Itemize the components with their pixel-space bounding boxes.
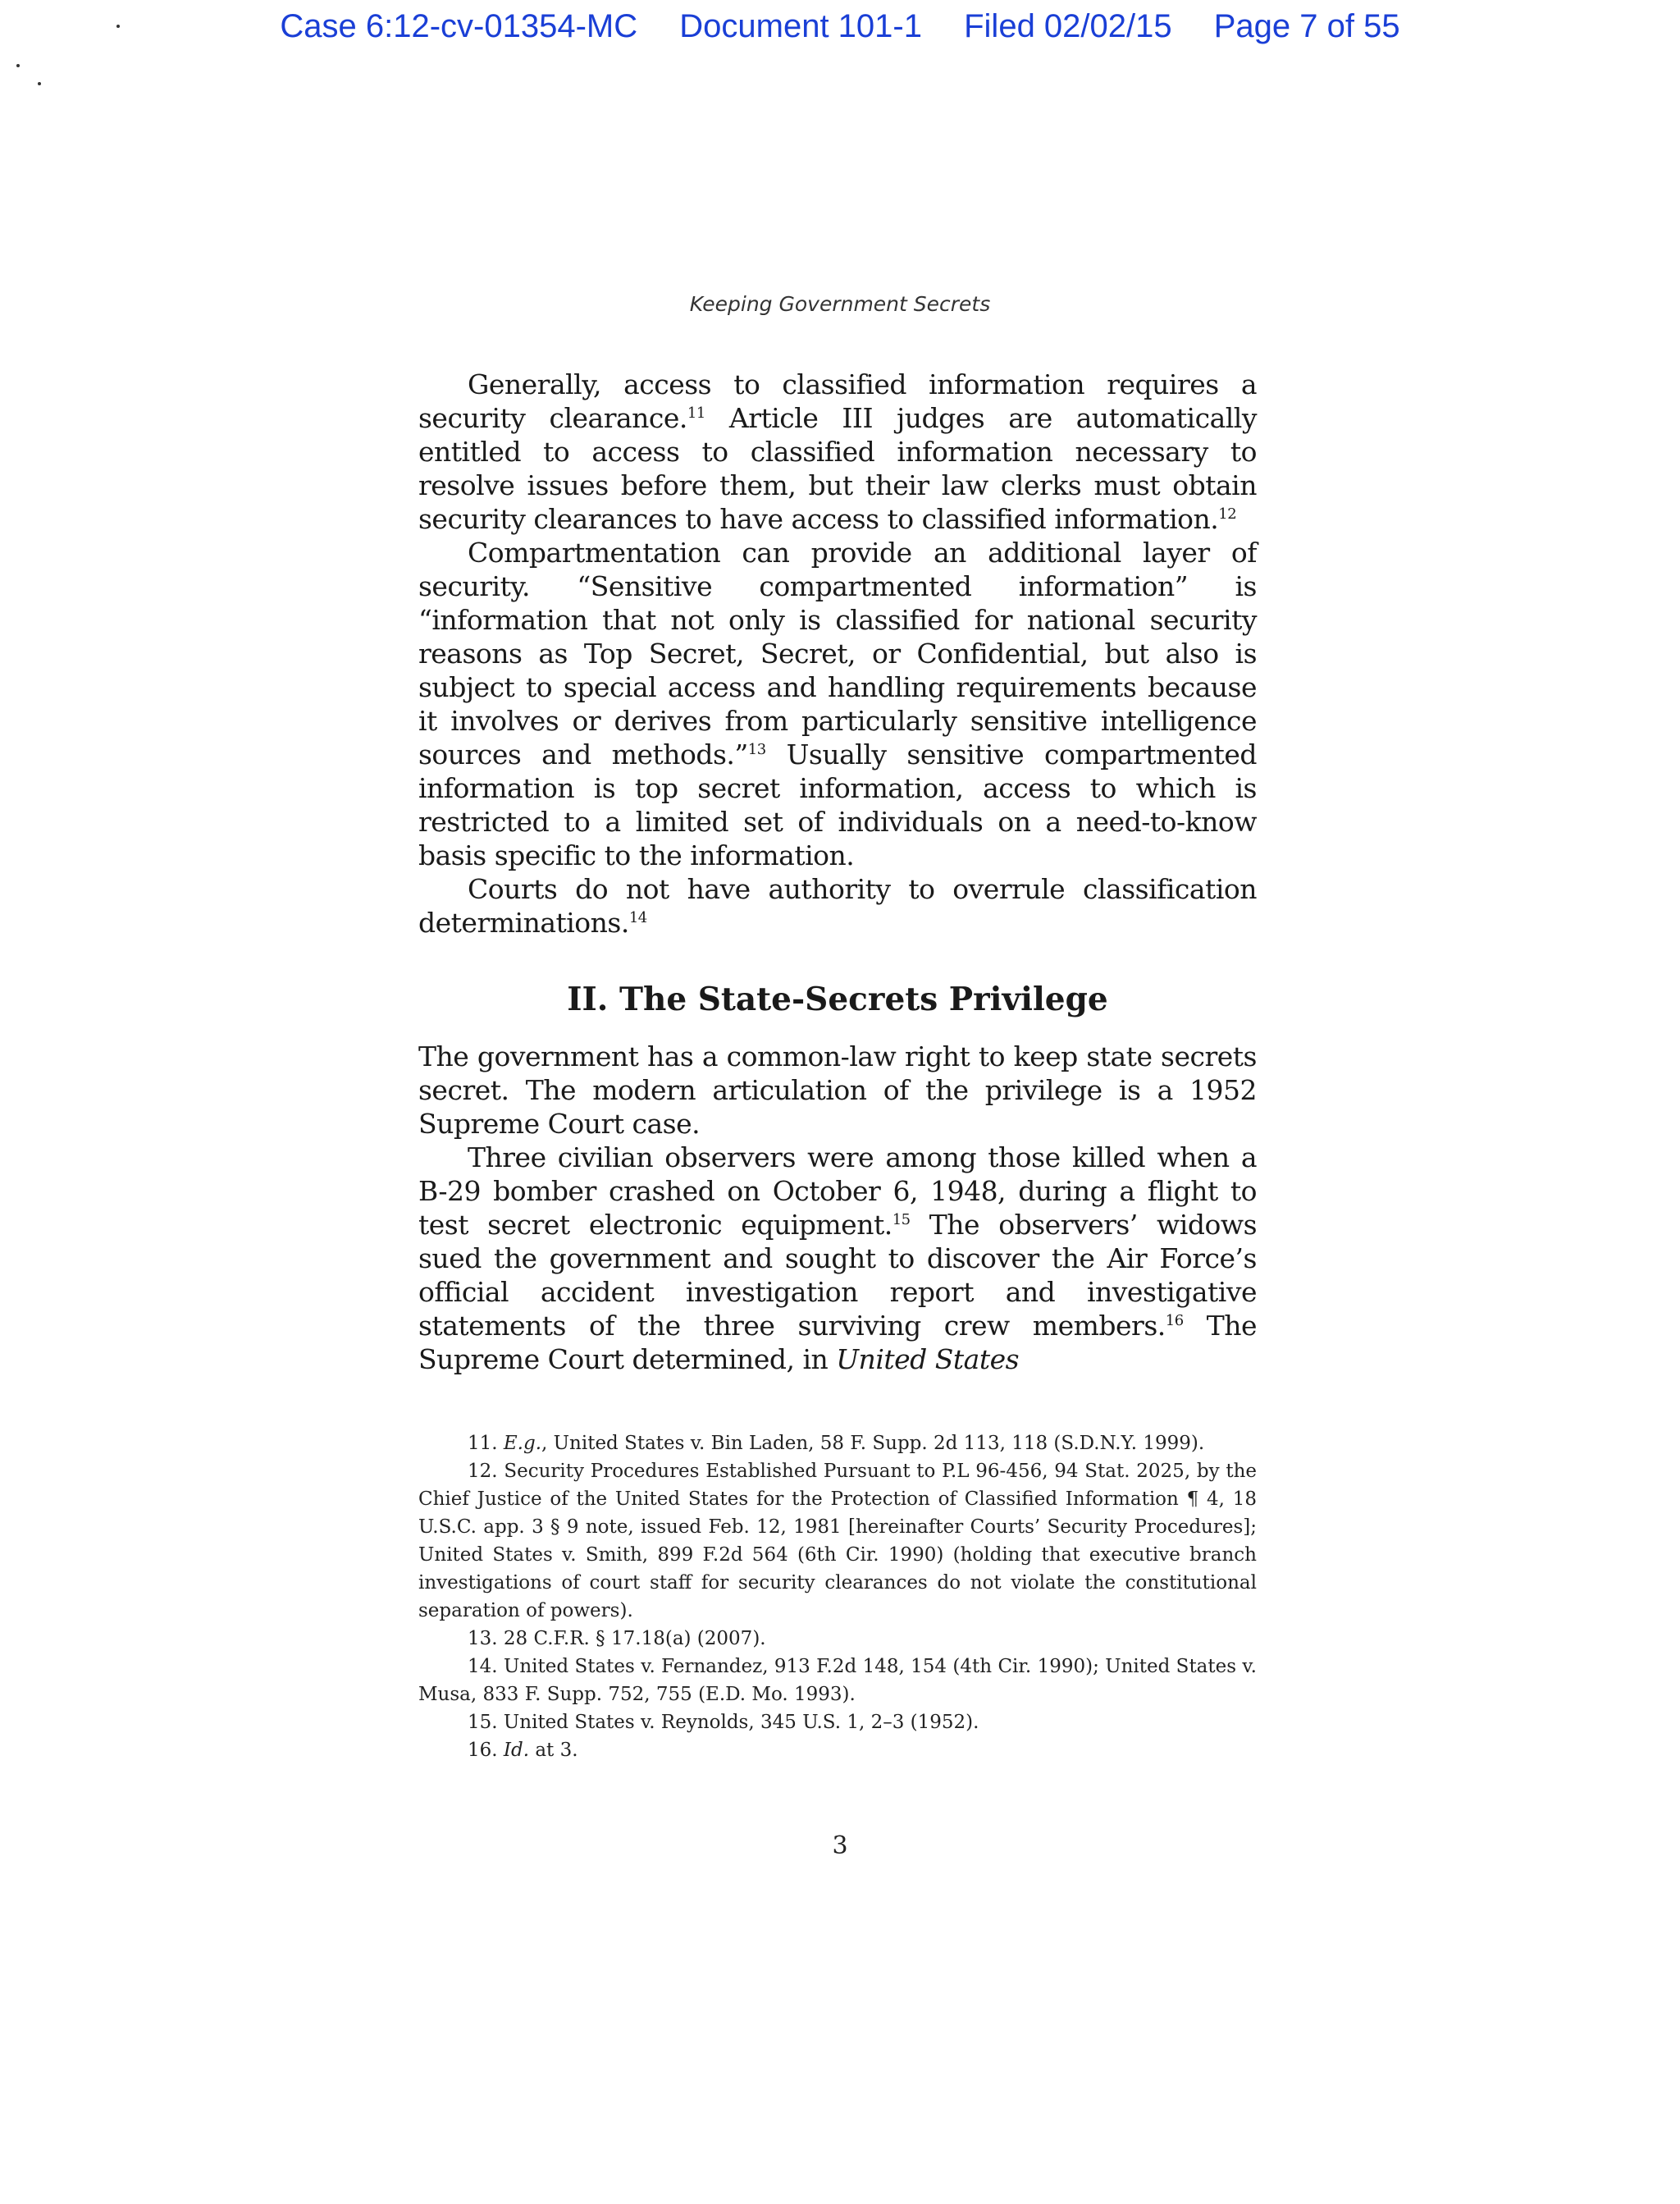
text-run: Article III judges are automatically entitled to access to classified information necessary to resolve issues before them, but their law clerks must obtain security clearances to have access to classified information. [418,402,1258,535]
footnote [418,1457,1257,1625]
footnote [418,1653,1257,1708]
court-filing-stamp [0,8,1680,45]
page-number: 3 [832,1831,848,1860]
footnote [418,1625,1257,1653]
footnote-ref: 12 [1218,505,1237,523]
scan-speck [38,82,41,85]
footnote-text: 28 C.F.R. § 17.18(a) (2007). [503,1628,766,1649]
section-heading: II. The State-Secrets Privilege [567,981,1108,1018]
footnote [418,1736,1257,1764]
footnote-ref: 13 [747,741,766,758]
signal: E.g. [503,1433,542,1454]
signal: Id. [503,1740,530,1761]
filed-date: Filed 02/02/15 [964,8,1172,44]
paragraph [418,1141,1257,1376]
text-run: Compartmentation can provide an additional layer of security. “Sensitive compartmented information” is “information that not only is classified for national security reasons as Top Secret, Secret, or Confidential, but also is subject to special access and handling requirements because it involves or derives from particularly sensitive intelligence sources and methods.” [418,537,1257,770]
scan-speck [16,64,20,67]
footnote-text: at 3. [529,1740,578,1761]
footnote-number: 11. [468,1433,504,1454]
paragraph [418,872,1257,940]
text-run: Courts do not have authority to overrule classification determinations. [418,873,1257,939]
paragraph [418,1040,1257,1141]
footnote-text: United States v. Fernandez, 913 F.2d 148, 154 (4th Cir. 1990); United States v. Musa, 833 F. Supp. 752, 755 (E.D. Mo. 1993). [418,1656,1257,1705]
text-run: Generally, access to classified information requires a security clearance. [418,368,1257,434]
footnote-number: 16. [468,1740,504,1761]
text-run: Three civilian observers were among those killed when a B-29 bomber crashed on October 6, 1948, during a flight to test secret electronic equipment. [418,1141,1257,1241]
running-head: Keeping Government Secrets [689,292,991,316]
text-run: Usually sensitive compartmented information is top secret information, access to which is restricted to a limited set of individuals on a need-to-know basis specific to the information. [418,738,1257,871]
footnote-text: United States v. Reynolds, 345 U.S. 1, 2–3 (1952). [503,1712,979,1733]
page-of-total: Page 7 of 55 [1213,8,1400,44]
main-text [418,368,1257,940]
text-run: The government has a common-law right to keep state secrets secret. The modern articulation of the privilege is a 1952 Supreme Court case. [418,1040,1257,1140]
footnote [418,1429,1257,1457]
footnote-ref: 15 [892,1211,911,1228]
text-run: The Supreme Court determined, in [418,1310,1257,1375]
document-number: Document 101-1 [679,8,922,44]
text-run: The observers’ widows sued the government and sought to discover the Air Force’s official accident investigation report and investigative statements of the three surviving crew members. [418,1209,1258,1342]
paragraph [418,368,1257,536]
footnote-ref: 11 [687,405,705,422]
footnote-number: 13. [468,1628,504,1649]
case-name: United States [836,1343,1020,1375]
footnote-text: Security Procedures Established Pursuant to P.L 96-456, 94 Stat. 2025, by the Chief Justice of the United States for the Protection of Classified Information ¶ 4, 18 U.S.C. app. 3 § 9 note, issued Feb. 12, 1981 [hereinafter Courts’ Security Procedures]; United States v. Smith, 899 F.2d 564 (6th Cir. 1990) (holding that executive branch investigations of court staff for security clearances do not violate the constitutional separation of powers). [418,1461,1257,1621]
footnote-text: , United States v. Bin Laden, 58 F. Supp. 2d 113, 118 (S.D.N.Y. 1999). [541,1433,1205,1454]
main-text-continued [418,1040,1257,1376]
footnote-number: 15. [468,1712,504,1733]
footnote-number: 14. [468,1656,504,1677]
footnotes [418,1429,1257,1764]
footnote [418,1708,1257,1736]
footnote-ref: 16 [1165,1312,1184,1329]
footnote-number: 12. [468,1461,504,1482]
footnote-ref: 14 [628,909,647,926]
scan-speck [116,25,120,28]
paragraph [418,536,1257,872]
case-number: Case 6:12-cv-01354-MC [280,8,638,44]
